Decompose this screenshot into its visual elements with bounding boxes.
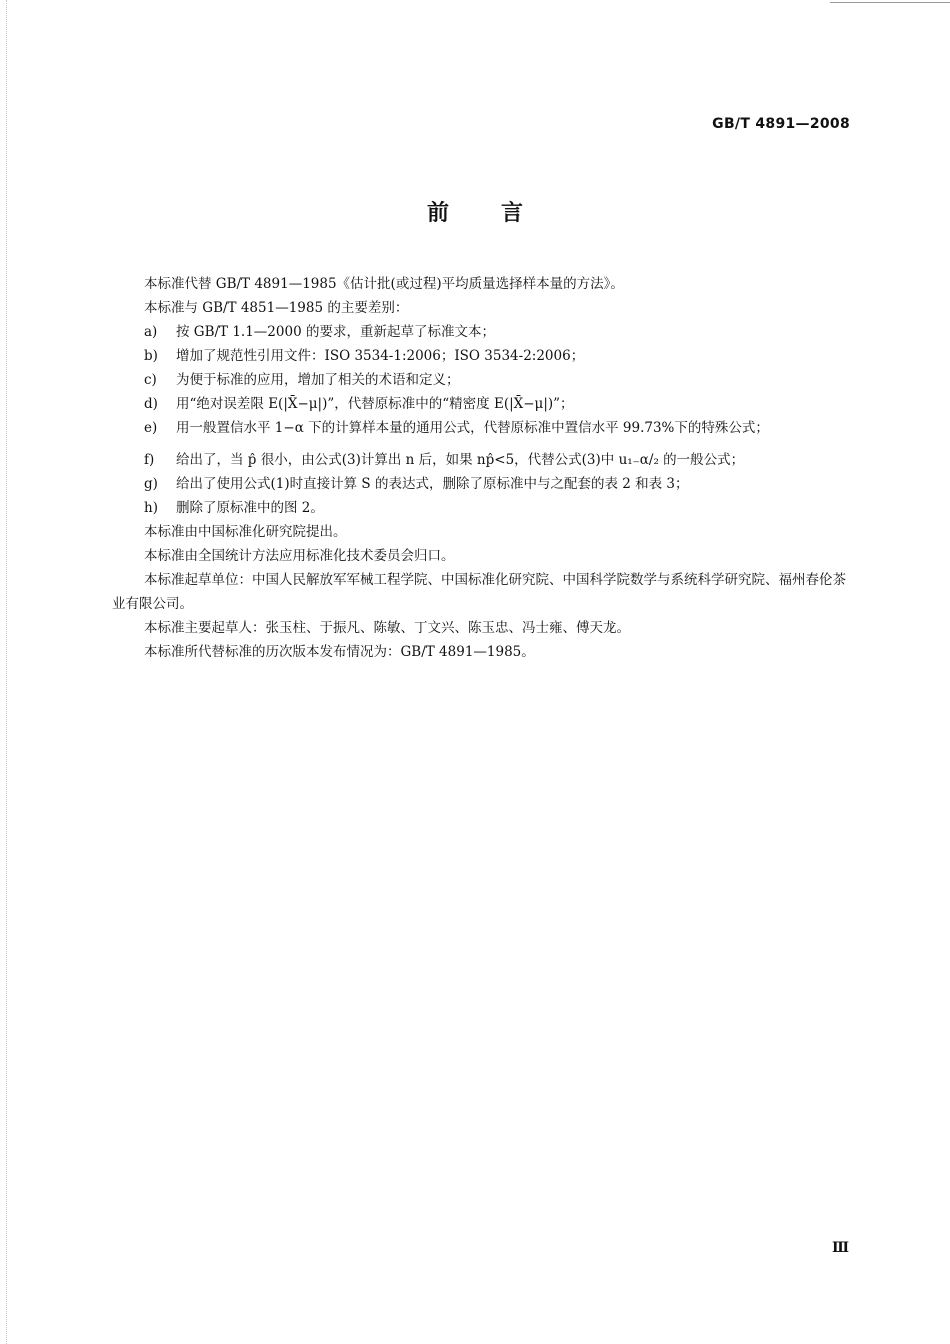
- list-item-text: 给出了使用公式(1)时直接计算 S 的表达式，删除了原标准中与之配套的表 2 和表 3；: [176, 476, 689, 492]
- list-item: [112, 368, 852, 392]
- page-title: 前言: [426, 201, 575, 226]
- list-item: [112, 344, 852, 368]
- list-item-text: 为便于标准的应用，增加了相关的术语和定义；: [176, 372, 460, 388]
- list-item-label: h): [144, 500, 158, 516]
- list-item-text: 给出了，当 p̂ 很小，由公式(3)计算出 n 后，如果 np̂<5，代替公式(3)中 u₁₋α/₂ 的一般公式；: [176, 452, 745, 468]
- page-number: Ⅲ: [832, 1240, 850, 1256]
- closing-paragraph: 本标准由全国统计方法应用标准化技术委员会归口。: [144, 548, 455, 564]
- closing-paragraph: 本标准所代替标准的历次版本发布情况为：GB/T 4891—1985。: [144, 644, 535, 660]
- list-item-label: g): [144, 476, 158, 492]
- list-item: [112, 320, 852, 344]
- standard-number: GB/T 4891—2008: [712, 116, 850, 132]
- list-item: [112, 392, 852, 416]
- list-item-text: 增加了规范性引用文件：ISO 3534-1:2006；ISO 3534-2:2006；: [176, 348, 585, 364]
- closing-paragraph: 本标准由中国标准化研究院提出。: [144, 524, 347, 540]
- list-item: [112, 416, 852, 440]
- list-item-label: d): [144, 396, 158, 412]
- closing-paragraph: 本标准主要起草人：张玉柱、于振凡、陈敏、丁文兴、陈玉忠、冯士雍、傅天龙。: [144, 620, 630, 636]
- intro-paragraph: 本标准与 GB/T 4851—1985 的主要差别：: [144, 300, 409, 316]
- list-item-label: a): [144, 324, 158, 340]
- list-item: [112, 496, 852, 520]
- list-item-label: f): [144, 452, 155, 468]
- list-item: [112, 448, 852, 472]
- list-item-label: c): [144, 372, 157, 388]
- foreword-body: [112, 272, 852, 664]
- closing-paragraph: 本标准起草单位：中国人民解放军军械工程学院、中国标准化研究院、中国科学院数学与系统科学研究院、福州春伦茶业有限公司。: [112, 572, 846, 612]
- list-item-text: 删除了原标准中的图 2。: [176, 500, 324, 516]
- list-item-text: 按 GB/T 1.1—2000 的要求，重新起草了标准文本；: [176, 324, 495, 340]
- list-item-label: e): [144, 420, 158, 436]
- list-item-text: 用一般置信水平 1−α 下的计算样本量的通用公式，代替原标准中置信水平 99.73%下的特殊公式；: [176, 420, 769, 436]
- spacer: [112, 440, 852, 448]
- list-item: [112, 472, 852, 496]
- scan-top-line: [830, 2, 950, 3]
- list-item-text: 用“绝对误差限 E(|X̄−μ|)”，代替原标准中的“精密度 E(|X̄−μ|)”；: [176, 396, 574, 412]
- intro-paragraph: 本标准代替 GB/T 4891—1985《估计批(或过程)平均质量选择样本量的方法》。: [144, 276, 624, 292]
- list-item-label: b): [144, 348, 158, 364]
